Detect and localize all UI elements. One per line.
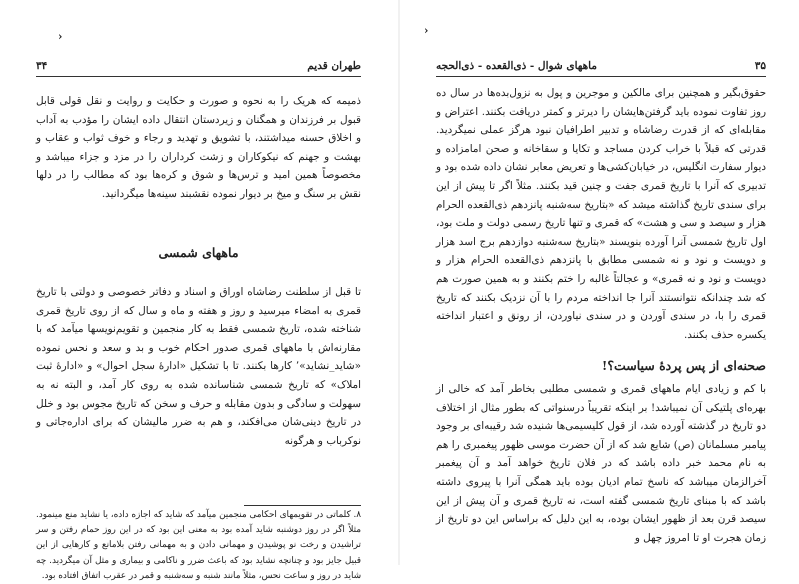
running-title: ماههای شوال - ذی‌القعده - ذی‌الحجه <box>436 60 597 72</box>
body-paragraph <box>36 283 361 489</box>
page-header <box>436 58 766 74</box>
paragraph-text: حقوق‌بگیر و همچنین برای مالکین و موجرین و پول به نزول‌بده‌ها در سال ده روز تفاوت نموده باید گرفتن‌هایشان را دیرتر و کمتر دریافت بکنند. اعتراض و مقابله‌ای که از قدرت رضاشاه و تدبیر اطرافیان نبود هرگز عملی نمیگردید. قدرتی که قبلاً با خراب کردن مساجد و تکایا و سقاخانه و صحن امامزاده و دیوار سفارت انگلیس، در خیابان‌کشی‌ها و تعریض معابر نشان داده شده بود و تدبیری که آنرا با تاریخ قمری جفت و چنین قید بکنند. مثلاً اگر تا پیش از این برای سندی تاریخ گذاشته میشد که «بتاریخ سه‌شنبه پانزدهم ذی‌القعده الحرام هزار و سیصد و سی و هشت» که قمری و تنها تاریخ رسمی دولت و ملت بود، اول تاریخ شمسی آنرا آورده بنویسند «بتاریخ سه‌شنبه دوازدهم برج اسد هزار و دویست و نود و نه شمسی مطابق با پانزدهم ذی‌القعده الحرام هزار و دویست و نود و نه قمری» و عجالتاً غالبه را ختم بکنند و به همین صورت هم که شد چندانکه نتوانستند آنرا جا انداخته مردم را با آن نزدیک بکنند که تاریخ قمری را با، در سندی آوردن و در سندی نیاوردن، از رونق و اعتبار انداخته یکسره حذف بکنند. <box>436 87 766 341</box>
page-header <box>36 58 361 74</box>
section-heading: صحنه‌ای از پس پردهٔ سیاست؟! <box>601 358 766 373</box>
paragraph-text: ذمیمه که هریک را به نحوه و صورت و حکایت و روایت و نقل قولی قابل قبول بر فرزندان و همگنان و زیردستان انتقال داده ایشان را مؤدب به آداب و اخلاق حسنه میداشتند، با تشویق و تهدید و رجاء و خوف ثواب و عقاب و بهشت و جهنم که نیکوکاران و زشت کرداران را در مزد و جزاء میباشد و مخصوصاً همین امید و ترس‌ها و شوق و کره‌ها بود که مطالب را در دلها نقش بر سنگ و میخ بر دیوار نموده نقشبند سینه‌ها میگردانید. <box>36 95 361 200</box>
running-title: طهران قدیم <box>307 60 361 72</box>
corner-mark: › <box>58 30 63 43</box>
corner-mark: › <box>424 24 429 37</box>
body-paragraph <box>436 380 766 550</box>
footnote-text: ٨. کلماتی در تقویمهای احکامی منجمین میآمد که شاید که اجازه داده، یا نشاید منع مینمود. مثلاً اگر در روز دوشنبه شاید آمده بود به معنی این بود که در این روز حمام رفتن و سر تراشیدن و رخت نو پوشیدن و مهمانی دادن و به مهمانی رفتن بلامانع و کارهایی از این قبیل جایز بود و چنانچه نشاید بود که باعث ضرر و ناکامی و بیماری و مثل آن میگردید. چه شاید در روز و ساعت نحس، مثلاً مانند شنبه و سه‌شنبه و قمر در عقرب اتفاق افتاده بود. <box>36 510 361 581</box>
header-rule <box>36 76 361 77</box>
right-page <box>400 0 799 565</box>
body-paragraph <box>436 84 766 346</box>
footnote-rule <box>244 505 361 506</box>
page-number: ۳۴ <box>36 60 48 72</box>
paragraph-text: با کم و زیادی ایام ماههای قمری و شمسی مطلبی بخاطر آمد که خالی از بهره‌ای پلتیکی آن نمیباشد! بر اینکه تقریباً درسنواتی که بطور مثال از اختلاف دو تاریخ در گذشته آورده شد، از قول کلیسیمی‌ها شنیده شد رقیبه‌ای بر وجود پیامبر مسلمانان (ص) شایع شد که از آن حضرت موسی ظهور پیغمبری را هم به نام محمد خبر داده باشد که در فلان تاریخ خواهد آمد و آن پیغمبر آخرالزمان میباشد که ناسخ تمام ادیان بوده باید همگی آنرا با پیروی داشته باشد که با مبنای تاریخ شمسی گفته است، نه تاریخ قمری و آن پیش از این سیصد قرن بعد از ظهور ایشان بوده، به این دلیل که براساس این دو تاریخ از زمان هجرت او تا امروز چهل و <box>436 383 766 544</box>
body-paragraph <box>36 92 361 206</box>
header-rule <box>436 76 766 77</box>
section-heading: ماههای شمسی <box>158 245 239 260</box>
left-page <box>0 0 399 581</box>
page-number: ۳۵ <box>754 60 766 72</box>
footnote <box>36 508 361 581</box>
paragraph-text: تا قبل از سلطنت رضاشاه اوراق و اسناد و دفاتر خصوصی و دولتی با تاریخ قمری به امضاء میرسید و روز و هفته و ماه و سال که از روی تاریخ قمری شناخته شده، تاریخ شمسی فقط به کار منجمین و تقویم‌نویسها میآمد که با مقارنه‌اش با ماههای قمری صدور احکام خوب و بد و سعد و نحس نموده «شاید_نشاید»٬ کارها بکنند. تا با تشکیل «ادارهٔ سجل احوال» و «ادارهٔ ثبت املاک» که تاریخ شمسی شناسانده شده به روی کار آمد، و البته نه به سهولت و سادگی و بدون مقابله و حرف و سخن که تاریخ مجوس بود و خلل در تاریخ دینی‌شان می‌افکند، و هم به ضرر مالیشان که برای اداره‌جاتی و نوکرباب و هرگونه <box>36 286 361 447</box>
